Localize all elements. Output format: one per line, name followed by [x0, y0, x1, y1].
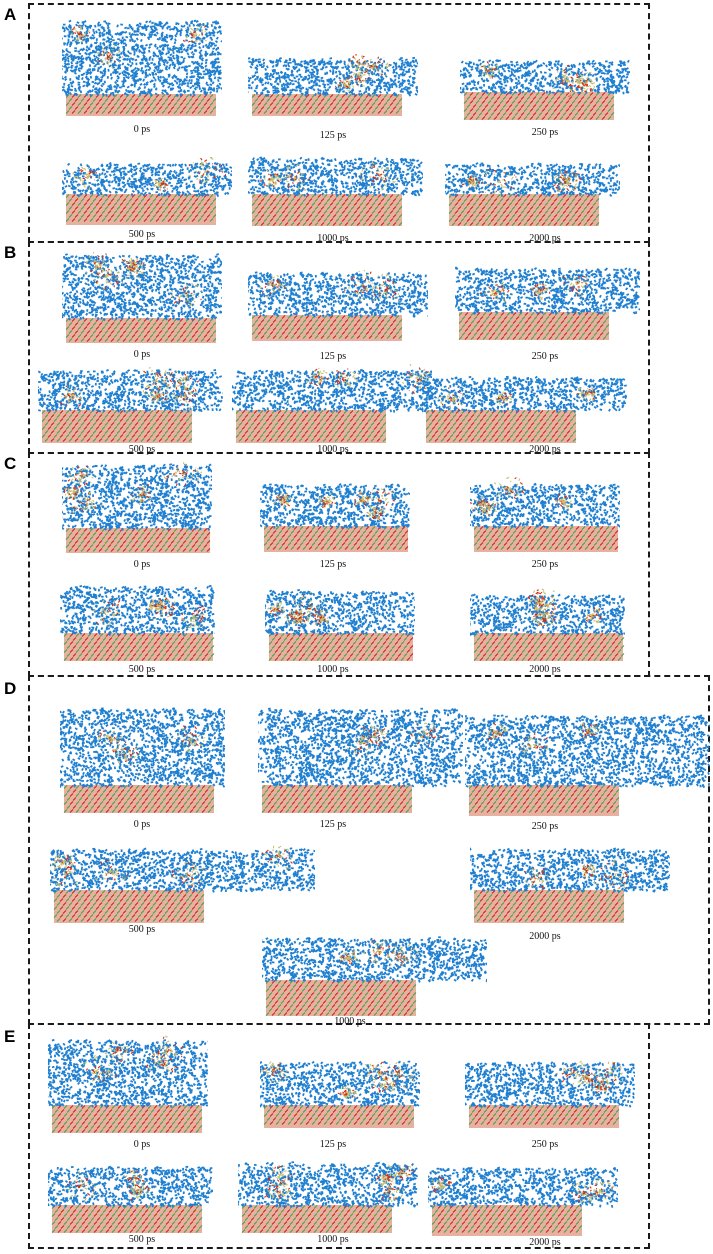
time-caption: 2000 ps: [500, 665, 590, 675]
panel-label-c: C: [4, 455, 16, 472]
snapshot-panel-c-6: [470, 578, 625, 663]
snapshot-panel-e-3: [465, 1050, 635, 1130]
substrate-slab: [252, 315, 402, 341]
time-caption: 2000 ps: [500, 234, 590, 244]
substrate-slab: [459, 312, 609, 340]
snapshot-panel-e-5: [238, 1145, 418, 1235]
water-layer: [428, 1167, 618, 1208]
water-layer: [62, 20, 222, 97]
snapshot-panel-c-3: [470, 472, 620, 554]
water-layer: [50, 847, 315, 892]
time-caption: 250 ps: [500, 822, 590, 832]
water-layer: [62, 463, 212, 531]
substrate-slab: [474, 890, 624, 923]
md-snapshot-illustration: [62, 142, 232, 227]
md-snapshot-illustration: [258, 690, 463, 815]
snapshot-panel-d-3: [465, 690, 710, 818]
substrate-slab: [474, 526, 618, 552]
substrate-slab: [469, 785, 619, 816]
substrate-slab: [64, 785, 214, 813]
time-caption: 1000 ps: [288, 445, 378, 455]
substrate-slab: [66, 94, 216, 116]
substrate-slab: [252, 194, 402, 226]
md-snapshot-illustration: [470, 472, 620, 554]
md-snapshot-illustration: [60, 573, 215, 663]
water-layer: [262, 936, 487, 983]
substrate-slab: [469, 1105, 619, 1128]
water-layer: [60, 707, 225, 788]
md-snapshot-illustration: [260, 1050, 420, 1130]
water-layer: [265, 589, 415, 636]
substrate-slab: [66, 194, 216, 225]
substrate-slab: [269, 633, 413, 661]
substrate-slab: [242, 1205, 392, 1233]
time-caption: 2000 ps: [500, 445, 590, 455]
time-caption: 2000 ps: [500, 932, 590, 942]
water-layer: [465, 714, 710, 788]
water-layer: [455, 267, 640, 315]
substrate-slab: [64, 633, 214, 661]
time-caption: 0 ps: [97, 125, 187, 135]
md-snapshot-illustration: [460, 40, 630, 122]
md-snapshot-illustration: [48, 1150, 213, 1235]
snapshot-panel-b-2: [248, 265, 428, 343]
time-caption: 250 ps: [500, 1140, 590, 1150]
time-caption: 0 ps: [97, 560, 187, 570]
md-snapshot-illustration: [50, 830, 315, 925]
md-snapshot-illustration: [248, 265, 428, 343]
time-caption: 1000 ps: [288, 665, 378, 675]
md-snapshot-illustration: [248, 38, 418, 118]
water-layer: [260, 1061, 420, 1108]
substrate-slab: [42, 410, 192, 443]
md-snapshot-illustration: [470, 830, 670, 925]
md-snapshot-illustration: [248, 140, 423, 228]
snapshot-panel-a-1: [62, 16, 222, 116]
water-layer: [62, 253, 222, 321]
snapshot-panel-a-6: [445, 142, 620, 228]
substrate-slab: [266, 980, 416, 1016]
md-snapshot-illustration: [422, 360, 627, 445]
panel-label-a: A: [4, 6, 16, 23]
snapshot-panel-d-5: [470, 830, 670, 925]
snapshot-panel-a-3: [460, 40, 630, 122]
time-caption: 0 ps: [97, 1140, 187, 1150]
md-snapshot-illustration: [60, 690, 225, 815]
substrate-slab: [264, 1105, 414, 1128]
substrate-slab: [432, 1205, 582, 1236]
time-caption: 125 ps: [288, 352, 378, 362]
time-caption: 0 ps: [97, 820, 187, 830]
snapshot-panel-b-6: [422, 360, 627, 445]
time-caption: 500 ps: [97, 445, 187, 455]
panel-label-d: D: [4, 680, 16, 697]
snapshot-panel-c-4: [60, 573, 215, 663]
md-snapshot-illustration: [465, 690, 710, 818]
snapshot-panel-b-4: [38, 360, 223, 445]
snapshot-panel-d-2: [258, 690, 463, 815]
time-caption: 250 ps: [500, 128, 590, 138]
snapshot-panel-c-2: [260, 472, 410, 554]
time-caption: 2000 ps: [500, 1238, 590, 1248]
substrate-slab: [262, 785, 412, 813]
time-caption: 500 ps: [97, 230, 187, 240]
time-caption: 500 ps: [97, 925, 187, 935]
water-layer: [470, 847, 670, 892]
md-snapshot-illustration: [232, 360, 432, 445]
snapshot-panel-d-1: [60, 690, 225, 815]
time-caption: 125 ps: [288, 820, 378, 830]
time-caption: 125 ps: [288, 560, 378, 570]
water-layer: [460, 59, 630, 95]
water-layer: [48, 1039, 208, 1108]
panel-label-b: B: [4, 244, 16, 261]
snapshot-panel-b-3: [455, 262, 640, 342]
substrate-slab: [264, 526, 408, 552]
md-snapshot-illustration: [238, 1145, 418, 1235]
water-layer: [248, 271, 428, 318]
md-snapshot-illustration: [38, 360, 223, 445]
substrate-slab: [52, 1105, 202, 1133]
snapshot-panel-a-5: [248, 140, 423, 228]
substrate-slab: [236, 410, 386, 443]
md-snapshot-illustration: [445, 142, 620, 228]
snapshot-panel-d-6: [262, 918, 487, 1018]
substrate-slab: [66, 528, 210, 553]
time-caption: 125 ps: [288, 1140, 378, 1150]
substrate-slab: [54, 890, 204, 923]
time-caption: 1000 ps: [288, 1235, 378, 1245]
substrate-slab: [474, 633, 624, 661]
md-snapshot-illustration: [262, 918, 487, 1018]
time-caption: 250 ps: [500, 352, 590, 362]
snapshot-panel-b-1: [62, 250, 222, 345]
md-snapshot-illustration: [265, 578, 415, 663]
substrate-slab: [66, 318, 216, 343]
time-caption: 500 ps: [97, 665, 187, 675]
md-snapshot-illustration: [455, 262, 640, 342]
md-snapshot-illustration: [428, 1150, 618, 1238]
snapshot-panel-a-4: [62, 142, 232, 227]
water-layer: [470, 483, 620, 529]
substrate-slab: [52, 1205, 202, 1233]
time-caption: 1000 ps: [305, 1017, 395, 1027]
snapshot-panel-e-6: [428, 1150, 618, 1238]
substrate-slab: [449, 194, 599, 226]
md-snapshot-illustration: [465, 1050, 635, 1130]
md-snapshot-illustration: [62, 16, 222, 116]
substrate-slab: [464, 92, 614, 120]
md-snapshot-illustration: [48, 1035, 208, 1135]
time-caption: 0 ps: [97, 350, 187, 360]
panel-label-e: E: [4, 1028, 15, 1045]
snapshot-panel-d-4: [50, 830, 315, 925]
time-caption: 1000 ps: [288, 234, 378, 244]
water-layer: [232, 369, 432, 413]
substrate-slab: [252, 94, 402, 116]
water-layer: [62, 162, 232, 197]
md-snapshot-illustration: [470, 578, 625, 663]
water-layer: [260, 483, 410, 529]
water-layer: [248, 57, 418, 97]
water-layer: [60, 585, 215, 636]
md-snapshot-illustration: [260, 472, 410, 554]
time-caption: 500 ps: [97, 1235, 187, 1245]
time-caption: 125 ps: [288, 131, 378, 141]
water-layer: [465, 1061, 635, 1108]
md-snapshot-illustration: [62, 250, 222, 345]
time-caption: 250 ps: [500, 560, 590, 570]
md-snapshot-illustration: [62, 460, 212, 555]
snapshot-panel-e-1: [48, 1035, 208, 1135]
water-layer: [248, 157, 423, 197]
snapshot-panel-e-4: [48, 1150, 213, 1235]
snapshot-panel-b-5: [232, 360, 432, 445]
snapshot-panel-c-5: [265, 578, 415, 663]
substrate-slab: [426, 410, 576, 443]
snapshot-panel-e-2: [260, 1050, 420, 1130]
snapshot-panel-a-2: [248, 38, 418, 118]
snapshot-panel-c-1: [62, 460, 212, 555]
